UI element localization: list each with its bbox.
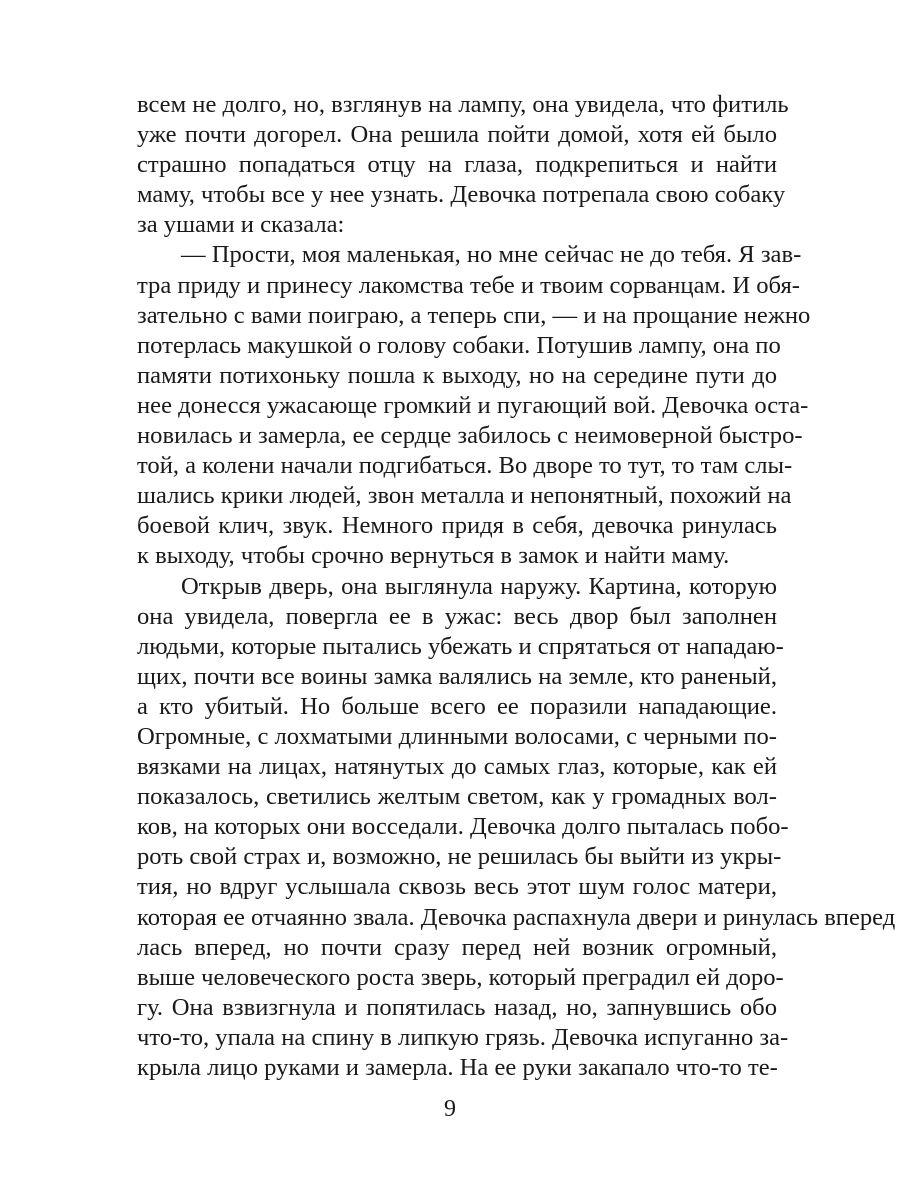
text-line: уже почти догорел. Она решила пойти домой, хотя ей было xyxy=(137,121,777,149)
text-line: гу. Она взвизгнула и попятилась назад, но, запнувшись обо xyxy=(137,993,777,1021)
text-line: показалось, светились желтым светом, как у громадных вол- xyxy=(137,783,777,811)
text-line: маму, чтобы все у нее узнать. Девочка потрепала свою собаку xyxy=(137,181,786,209)
text-line: она увидела, повергла ее в ужас: весь двор был заполнен xyxy=(137,602,777,630)
text-line: нее донесся ужасающе громкий и пугающий вой. Девочка оста- xyxy=(137,391,809,419)
text-line: вязками на лицах, натянутых до самых глаз, которые, как ей xyxy=(137,753,777,781)
text-line: выше человеческого роста зверь, который преградил ей доро- xyxy=(137,963,784,991)
paragraph xyxy=(137,90,789,240)
text-line: тия, но вдруг услышала сквозь весь этот шум голос матери, xyxy=(137,873,777,901)
text-line: памяти потихоньку пошла к выходу, но на середине пути до xyxy=(137,361,777,389)
text-line: щих, почти все воины замка валялись на земле, кто раненый, xyxy=(137,662,777,690)
text-line: новилась и замерла, ее сердце забилось с неимоверной быстро- xyxy=(137,422,803,450)
text-line: которая ее отчаянно звала. Девочка распахнула двери и ринулась вперед xyxy=(137,903,896,931)
text-line: страшно попадаться отцу на глаза, подкрепиться и найти xyxy=(137,151,777,179)
text-line: а кто убитый. Но больше всего ее поразили нападающие. xyxy=(137,692,777,720)
paragraph xyxy=(137,572,896,1084)
text-line: крыла лицо руками и замерла. На ее руки закапало что-то те- xyxy=(137,1054,778,1081)
text-line: Открыв дверь, она выглянула наружу. Картина, которую xyxy=(181,572,777,600)
text-line: роть свой страх и, возможно, не решилась бы выйти из укры- xyxy=(137,843,782,871)
text-line: всем не долго, но, взглянув на лампу, она увидела, что фитиль xyxy=(137,91,789,118)
text-line: той, а колени начали подгибаться. Во дворе то тут, то там слы- xyxy=(137,452,793,480)
page-number: 9 xyxy=(444,1096,456,1122)
text-line: потерлась макушкой о голову собаки. Потушив лампу, она по xyxy=(137,331,781,359)
page-text xyxy=(137,90,896,1083)
text-line: шались крики людей, звон металла и непонятный, похожий на xyxy=(137,482,792,510)
text-line: тра приду и принесу лакомства тебе и твоим сорванцам. И обя- xyxy=(137,271,800,299)
text-line: боевой клич, звук. Немного придя в себя, девочка ринулась xyxy=(137,512,777,540)
text-line: что-то, упала на спину в липкую грязь. Девочка испуганно за- xyxy=(137,1023,789,1051)
text-line: зательно с вами поиграю, а теперь спи, — и на прощание нежно xyxy=(137,301,811,329)
text-line: лась вперед, но почти сразу перед ней возник огромный, xyxy=(137,933,777,961)
paragraph xyxy=(137,240,811,571)
text-line: к выходу, чтобы срочно вернуться в замок и найти маму. xyxy=(137,542,730,570)
text-line: Огромные, с лохматыми длинными волосами, с черными по- xyxy=(137,722,777,750)
text-line: за ушами и сказала: xyxy=(137,211,345,239)
text-line: ков, на которых они восседали. Девочка долго пыталась побо- xyxy=(137,813,789,841)
text-line: людьми, которые пытались убежать и спрятаться от нападаю- xyxy=(137,632,784,660)
text-line: — Прости, моя маленькая, но мне сейчас не до тебя. Я зав- xyxy=(181,241,802,269)
